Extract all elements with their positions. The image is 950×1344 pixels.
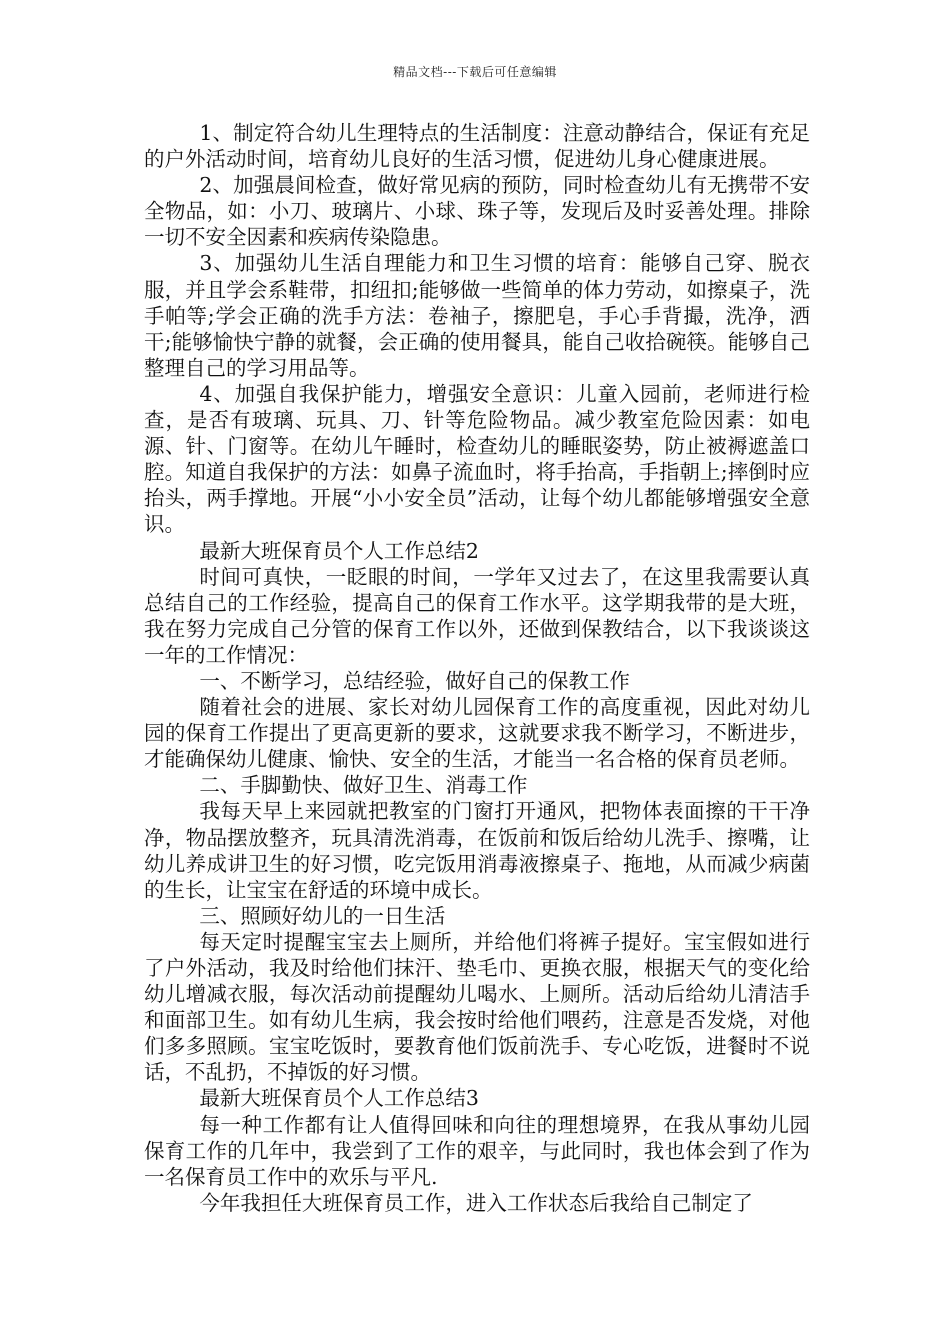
paragraph-rule-1: 1、制定符合幼儿生理特点的生活制度：注意动静结合，保证有充足的户外活动时间，培育幼儿良好的生活习惯，促进幼儿身心健康进展。 — [144, 121, 810, 172]
paragraph-study: 随着社会的进展、家长对幼儿园保育工作的高度重视，因此对幼儿园的保育工作提出了更高更新的要求，这就要求我不断学习，不断进步，才能确保幼儿健康、愉快、安全的生活，才能当一名合格的保育员老师。 — [144, 695, 810, 772]
paragraph-hygiene: 我每天早上来园就把教室的门窗打开通风，把物体表面擦的干干净净，物品摆放整齐，玩具清洗消毒，在饭前和饭后给幼儿洗手、擦嘴，让幼儿养成讲卫生的好习惯，吃完饭用消毒液擦桌子、拖地，从而减少病菌的生长，让宝宝在舒适的环境中成长。 — [144, 799, 810, 902]
paragraph-rule-4: 4、加强自我保护能力，增强安全意识：儿童入园前，老师进行检查，是否有玻璃、玩具、刀、针等危险物品。减少教室危险因素：如电源、针、门窗等。在幼儿午睡时，检查幼儿的睡眠姿势，防止被褥遮盖口腔。知道自我保护的方法：如鼻子流血时，将手抬高，手指朝上;摔倒时应抬头，两手撑地。开展“小小安全员”活动，让每个幼儿都能够增强安全意识。 — [144, 381, 810, 537]
subheading-daily-life: 三、照顾好幼儿的一日生活 — [199, 903, 446, 928]
section-heading-summary-3: 最新大班保育员个人工作总结3 — [199, 1086, 479, 1111]
subheading-study: 一、不断学习，总结经验，做好自己的保教工作 — [199, 668, 630, 693]
paragraph-daily-life: 每天定时提醒宝宝去上厕所，并给他们将裤子提好。宝宝假如进行了户外活动，我及时给他们抹汗、垫毛巾、更换衣服，根据天气的变化给幼儿增减衣服，每次活动前提醒幼儿喝水、上厕所。活动后给幼儿清洁手和面部卫生。如有幼儿生病，我会按时给他们喂药，注意是否发烧，对他们多多照顾。宝宝吃饭时，要教育他们饭前洗手、专心吃饭，进餐时不说话，不乱扔，不掉饭的好习惯。 — [144, 929, 810, 1085]
paragraph-continuation: 今年我担任大班保育员工作，进入工作状态后我给自己制定了 — [199, 1190, 753, 1215]
paragraph-rule-2: 2、加强晨间检查，做好常见病的预防，同时检查幼儿有无携带不安全物品，如：小刀、玻璃片、小球、珠子等，发现后及时妥善处理。排除一切不安全因素和疾病传染隐患。 — [144, 173, 810, 250]
paragraph-intro-3: 每一种工作都有让人值得回味和向往的理想境界，在我从事幼儿园保育工作的几年中，我尝到了工作的艰辛，与此同时，我也体会到了作为一名保育员工作中的欢乐与平凡. — [144, 1112, 810, 1189]
page-header: 精品文档---下载后可任意编辑 — [393, 65, 557, 79]
subheading-hygiene: 二、手脚勤快、做好卫生、消毒工作 — [199, 773, 528, 798]
section-heading-summary-2: 最新大班保育员个人工作总结2 — [199, 538, 479, 563]
paragraph-intro-2: 时间可真快，一眨眼的时间，一学年又过去了，在这里我需要认真总结自己的工作经验，提高自己的保育工作水平。这学期我带的是大班，我在努力完成自己分管的保育工作以外，还做到保教结合，以下我谈谈这一年的工作情况： — [144, 564, 810, 667]
document-body — [144, 120, 810, 1216]
paragraph-rule-3: 3、加强幼儿生活自理能力和卫生习惯的培育：能够自己穿、脱衣服，并且学会系鞋带，扣纽扣;能够做一些简单的体力劳动，如擦桌子，洗手帕等;学会正确的洗手方法：卷袖子，擦肥皂，手心手背撮，洗净，洒干;能够愉快宁静的就餐，会正确的使用餐具，能自己收拾碗筷。能够自己整理自己的学习用品等。 — [144, 251, 810, 380]
